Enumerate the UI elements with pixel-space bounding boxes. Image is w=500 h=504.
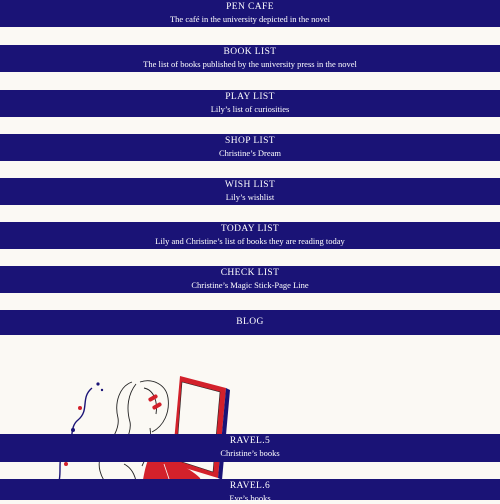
menu-item-shop-list[interactable] <box>0 134 500 161</box>
menu-subtitle: The café in the university depicted in the novel <box>169 14 331 24</box>
menu-item-ravel-6[interactable] <box>0 479 500 503</box>
menu-item-wish-list[interactable] <box>0 178 500 205</box>
menu-subtitle: Lily’s wishlist <box>225 192 275 202</box>
menu-item-pen-cafe[interactable] <box>0 0 500 27</box>
menu-title: PEN CAFE <box>226 2 274 12</box>
menu-subtitle: Lily and Christine’s list of books they are reading today <box>155 236 345 246</box>
menu-subtitle: Lily’s list of curiosities <box>210 104 290 114</box>
menu-subtitle: Eve’s books <box>229 493 271 503</box>
menu-title: CHECK LIST <box>220 268 280 278</box>
menu-subtitle: Christine’s Magic Stick-Page Line <box>191 280 309 290</box>
menu-title: RAVEL.5 <box>229 436 271 446</box>
menu-item-check-list[interactable] <box>0 266 500 293</box>
menu-subtitle: Christine’s Dream <box>218 148 282 158</box>
book-icon <box>172 376 230 480</box>
menu-title: BOOK LIST <box>223 47 277 57</box>
menu-title: RAVEL.6 <box>229 481 271 491</box>
menu-item-today-list[interactable] <box>0 222 500 249</box>
menu-item-book-list[interactable] <box>0 45 500 72</box>
menu-title: TODAY LIST <box>220 224 280 234</box>
menu-item-ravel-5[interactable] <box>0 434 500 462</box>
menu-title: PLAY LIST <box>225 92 275 102</box>
menu-title: SHOP LIST <box>225 136 275 146</box>
menu-item-blog[interactable] <box>0 310 500 335</box>
hair-clip <box>152 402 163 410</box>
menu-subtitle: The list of books published by the university press in the novel <box>143 59 357 69</box>
menu-item-play-list[interactable] <box>0 90 500 117</box>
menu-title: WISH LIST <box>224 180 276 190</box>
menu-subtitle: Christine’s books <box>220 448 280 458</box>
menu-title: BLOG <box>236 317 264 327</box>
